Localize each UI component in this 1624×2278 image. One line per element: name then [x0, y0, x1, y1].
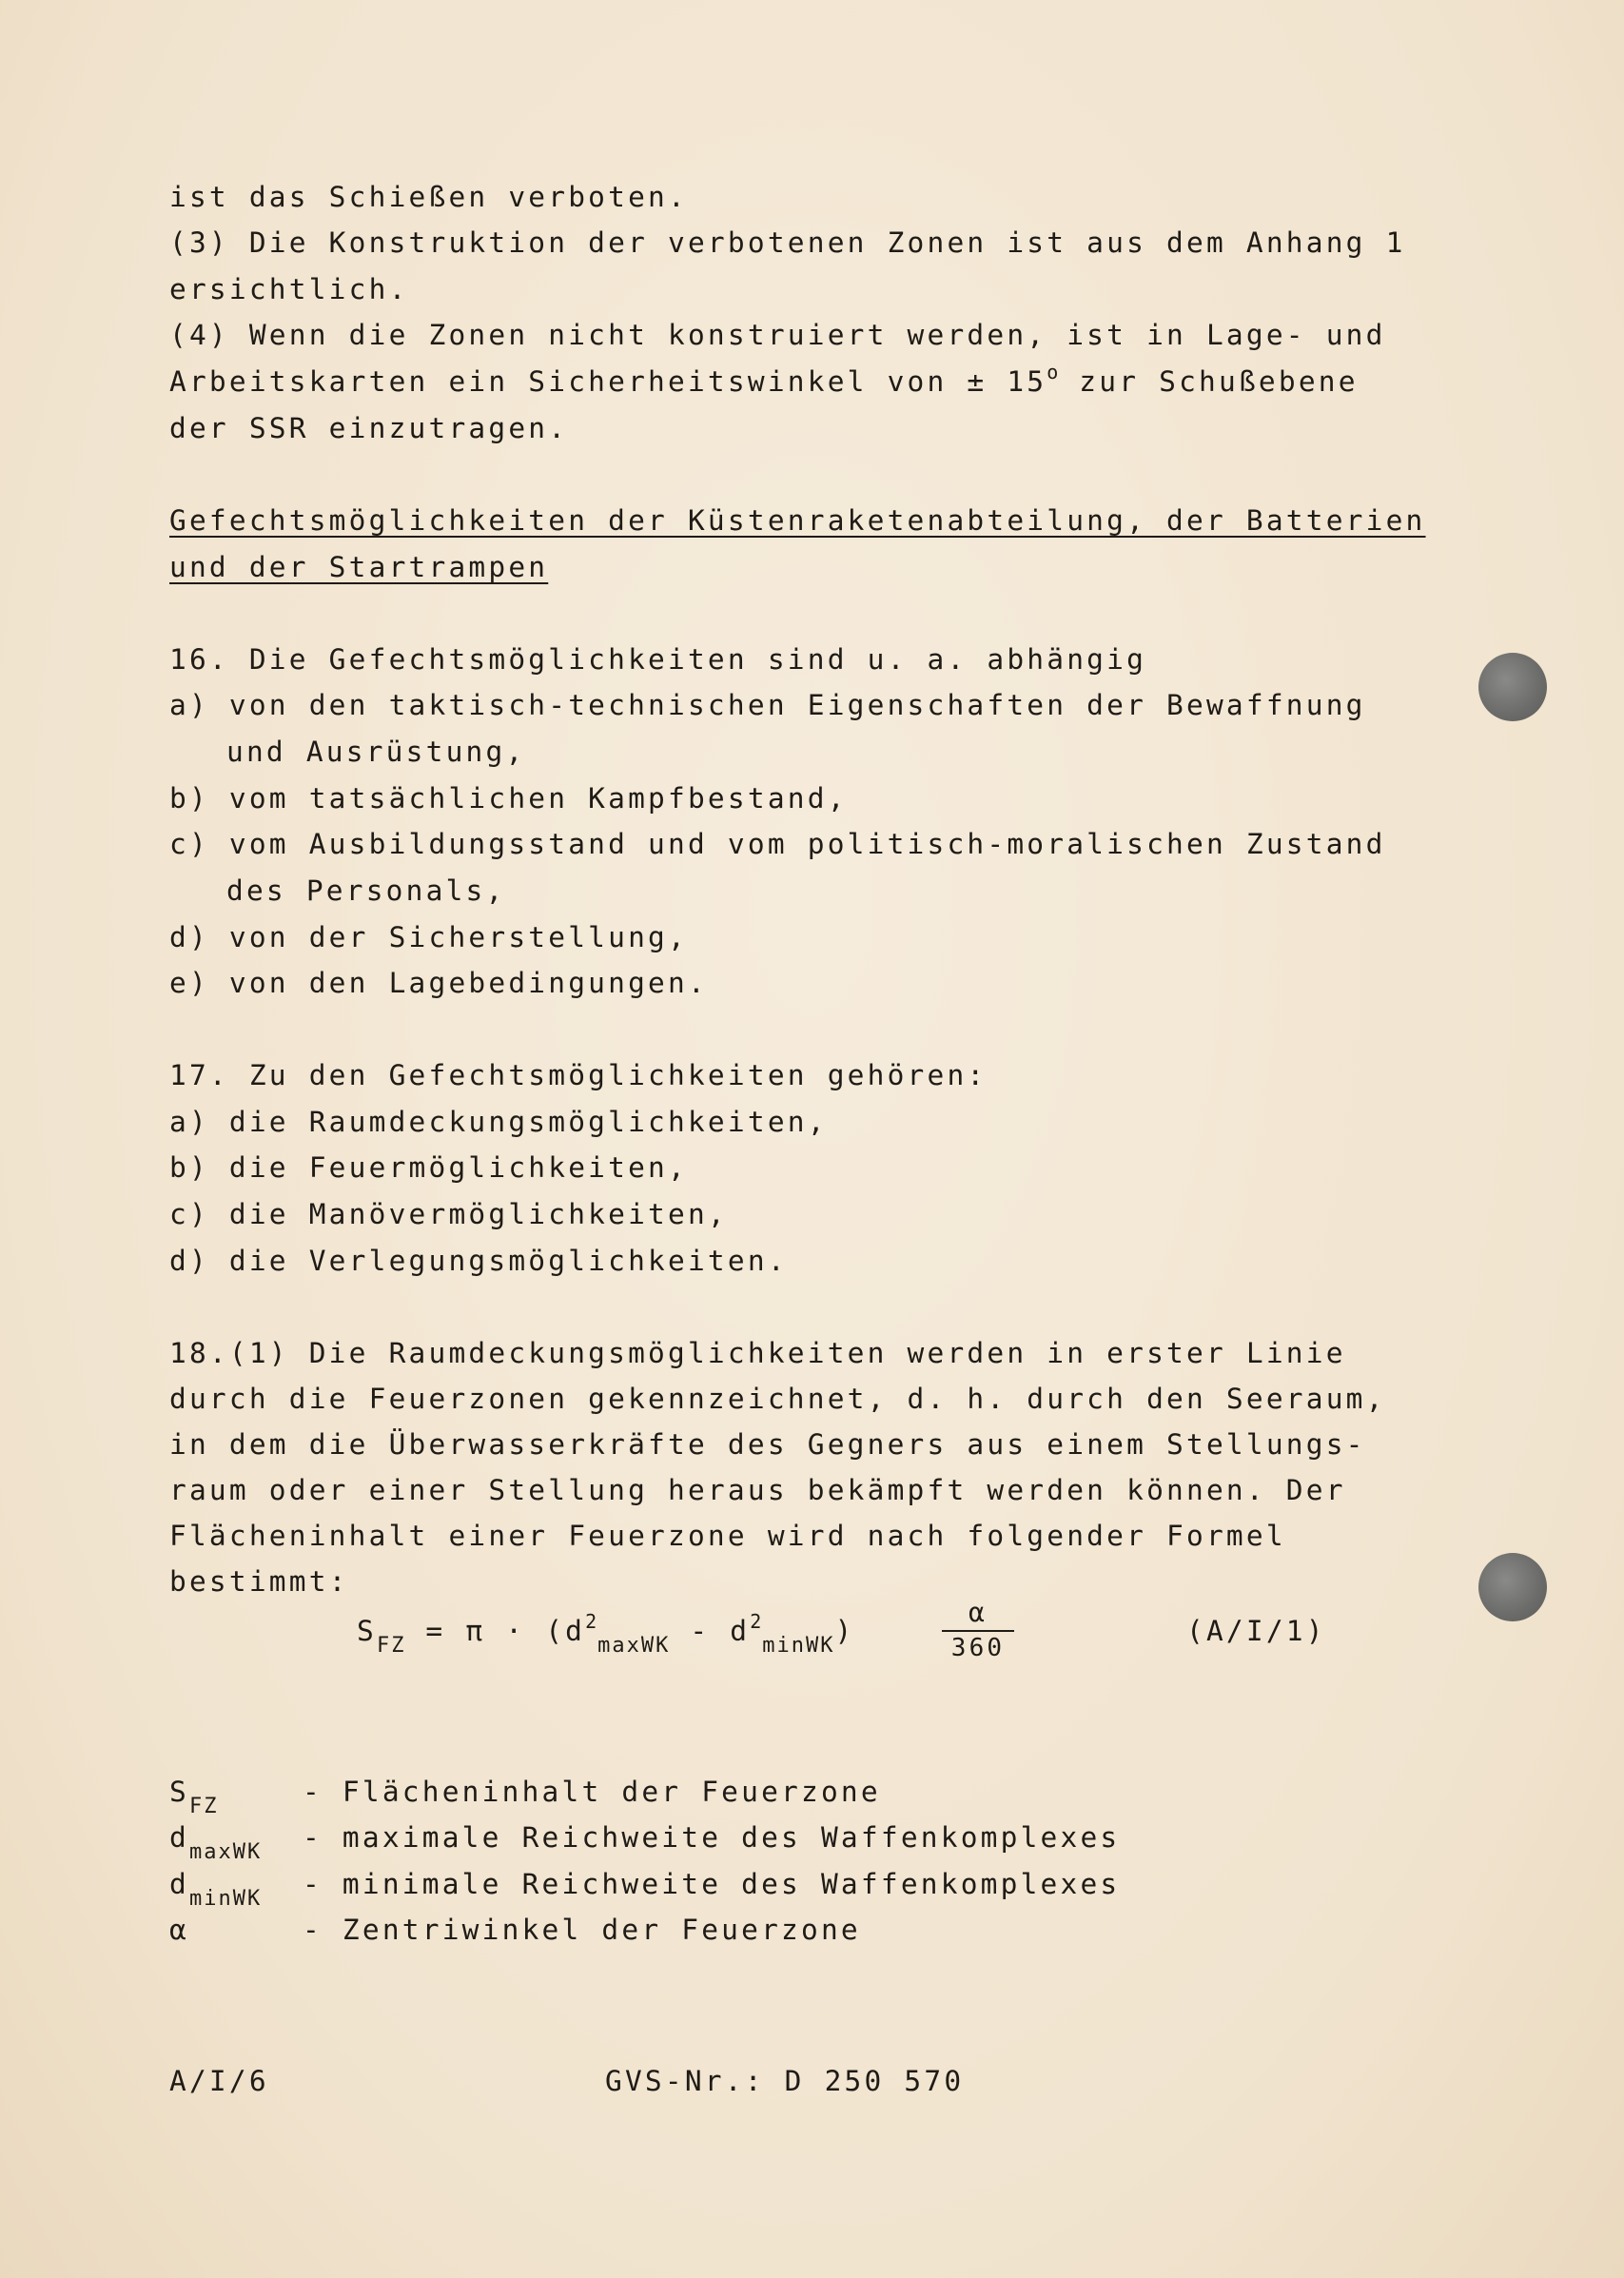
list-item: d) die Verlegungsmöglichkeiten.	[169, 1245, 788, 1277]
degree-superscript: o	[1047, 361, 1060, 383]
definition-symbol-base: S	[169, 1776, 189, 1808]
paragraph-18-line: 18.(1) Die Raumdeckungsmöglichkeiten werden in erster Linie	[169, 1337, 1346, 1369]
paragraph-16-intro: 16. Die Gefechtsmöglichkeiten sind u. a. abhängig	[169, 643, 1147, 676]
paragraph-18-line: durch die Feuerzonen gekennzeichnet, d. h. durch den Seeraum,	[169, 1383, 1386, 1415]
paragraph-17-intro: 17. Zu den Gefechtsmöglichkeiten gehören:	[169, 1059, 988, 1091]
list-item: d) von der Sicherstellung,	[169, 921, 688, 953]
definition-symbol-base: α	[169, 1914, 189, 1946]
formula-subscript: minWK	[762, 1634, 835, 1658]
list-item: c) die Manövermöglichkeiten,	[169, 1198, 728, 1230]
section-heading: Gefechtsmöglichkeiten der Küstenraketenabteilung, der Batterien	[169, 504, 1426, 537]
punch-hole-top	[1478, 653, 1547, 721]
formula-superscript: 2	[750, 1610, 763, 1633]
formula-superscript: 2	[585, 1610, 598, 1633]
punch-hole-bottom	[1478, 1553, 1547, 1621]
text-line: der SSR einzutragen.	[169, 412, 569, 444]
definition-symbol	[169, 1868, 263, 1911]
list-item: b) vom tatsächlichen Kampfbestand,	[169, 782, 848, 815]
definition-text: - minimale Reichweite des Waffenkomplexes	[303, 1868, 1121, 1900]
page-number: A/I/6	[169, 2065, 269, 2097]
formula-text: = π · (d	[405, 1615, 586, 1647]
definition-symbol-subscript: minWK	[188, 1887, 263, 1911]
list-item: a) von den taktisch-technischen Eigenschaften der Bewaffnung	[169, 689, 1366, 721]
gvs-number: GVS-Nr.: D 250 570	[605, 2065, 965, 2097]
formula-reference: (A/I/1)	[1186, 1615, 1326, 1647]
text-segment: Arbeitskarten ein Sicherheitswinkel von ± 15	[169, 365, 1047, 398]
fraction-numerator: α	[968, 1597, 988, 1628]
definition-symbol	[169, 1914, 189, 1946]
list-item: c) vom Ausbildungsstand und vom politisch-moralischen Zustand	[169, 828, 1386, 860]
definition-text: - Zentriwinkel der Feuerzone	[303, 1914, 861, 1946]
definition-symbol-subscript: maxWK	[188, 1840, 263, 1864]
list-item: b) die Feuermöglichkeiten,	[169, 1151, 688, 1184]
text-line	[169, 361, 1359, 398]
list-item: e) von den Lagebedingungen.	[169, 967, 708, 999]
section-heading: und der Startrampen	[169, 551, 549, 583]
definition-text: - Flächeninhalt der Feuerzone	[303, 1776, 881, 1808]
formula-symbol: S	[357, 1615, 377, 1647]
text-line: (4) Wenn die Zonen nicht konstruiert werden, ist in Lage- und	[169, 319, 1386, 351]
formula-subscript: maxWK	[597, 1634, 671, 1658]
formula-subscript: FZ	[376, 1634, 406, 1658]
paragraph-18-line: bestimmt:	[169, 1565, 349, 1598]
formula-expression	[357, 1610, 855, 1658]
formula-text: - d	[670, 1615, 751, 1647]
fraction-denominator: 360	[950, 1634, 1006, 1662]
definition-symbol	[169, 1776, 219, 1818]
text-segment: zur Schußebene	[1059, 365, 1359, 398]
text-line: ersichtlich.	[169, 273, 409, 305]
list-item: a) die Raumdeckungsmöglichkeiten,	[169, 1106, 828, 1138]
text-line: ist das Schießen verboten.	[169, 181, 688, 213]
definition-symbol-base: d	[169, 1821, 189, 1854]
list-item-continuation: des Personals,	[226, 874, 506, 907]
formula-fraction	[942, 1597, 1014, 1662]
paragraph-18-line: raum oder einer Stellung heraus bekämpft werden können. Der	[169, 1474, 1346, 1506]
text-line: (3) Die Konstruktion der verbotenen Zonen ist aus dem Anhang 1	[169, 226, 1406, 259]
definition-symbol-base: d	[169, 1868, 189, 1900]
list-item-continuation: und Ausrüstung,	[226, 736, 526, 768]
definition-symbol-subscript: FZ	[188, 1795, 219, 1818]
definition-text: - maximale Reichweite des Waffenkomplexes	[303, 1821, 1121, 1854]
paragraph-18-line: Flächeninhalt einer Feuerzone wird nach folgender Formel	[169, 1520, 1286, 1552]
paragraph-18-line: in dem die Überwasserkräfte des Gegners aus einem Stellungs-	[169, 1428, 1366, 1461]
definition-symbol	[169, 1821, 263, 1864]
formula-text: )	[834, 1615, 855, 1647]
fraction-bar	[942, 1630, 1014, 1632]
